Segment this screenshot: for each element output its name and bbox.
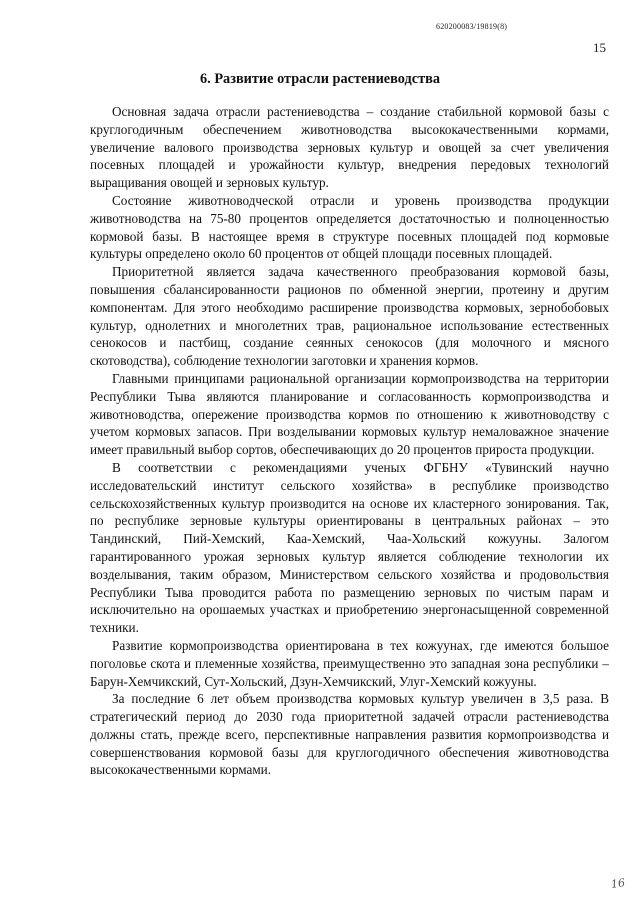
paragraph-fodder-development: Развитие кормопроизводства ориентирована в тех кожуунах, где имеются большое поголовье скота и племенные хозяйства, преимущественно это западная зона республики – Барун-Хемчикский, Сут-Хольский, Дзун-Хемчикский, Улуг-Хемский кожууны. (90, 637, 609, 689)
paragraph-livestock-state: Состояние животноводческой отрасли и уровень производства продукции животноводства на 75-80 процентов определяется достаточностью и полноценностью кормовой базы. В настоящее время в структуре посевных площадей под кормовые культуры определено около 60 процентов от общей площади посевных площадей. (90, 192, 609, 262)
handwritten-page-mark: 16 (610, 876, 626, 891)
paragraph-last-years: За последние 6 лет объем производства кормовых культур увеличен в 3,5 раза. В стратегический период до 2030 года приоритетной задачей отрасли растениеводства должны стать, прежде всего, перспективные направления развития кормопроизводства и совершенствования кормовой базы для круглогодичного обеспечения животноводства высококачественными кормами. (90, 691, 609, 778)
page-number: 15 (593, 40, 606, 55)
document-body (90, 103, 609, 779)
document-code: 620200083/19819(8) (436, 22, 508, 31)
paragraph-priority: Приоритетной является задача качественного преобразования кормовой базы, повышения сбалансированности рационов по обменной энергии, протеину и другим компонентам. Для этого необходимо расширение производства кормовых, зернобобовых культур, однолетних и многолетних трав, рациональное использование естественных сенокосов и пастбищ, создание сеянных сенокосов (для молочного и мясного скотоводства), соблюдение технологии заготовки и хранения кормов. (90, 264, 609, 369)
paragraph-main-task: Основная задача отрасли растениеводства – создание стабильной кормовой базы с круглогодичным обеспечением животноводства высококачественными кормами, увеличение валового производства зерновых культур и овощей за счет увеличения посевных площадей и урожайности культур, внедрения передовых технологий выращивания овощей и зерновых культур. (90, 104, 609, 191)
section-title: 6. Развитие отрасли растениеводства (200, 71, 440, 87)
paragraph-recommendations: В соответствии с рекомендациями ученых ФГБНУ «Тувинский научно исследовательский институт сельского хозяйства» в республике производство сельскохозяйственных культур производится на основе их кластерного зонирования. Так, по республике зерновые культуры ориентированы в центральных районах – это Тандинский, Пий-Хемский, Каа-Хемский, Чаа-Хольский кожууны. Залогом гарантированного урожая зерновых культур является соблюдение технологии их возделывания, таким образом, Министерством сельского хозяйства и продовольствия Республики Тыва проводится работа по размещению зерновых по чистым парам и исключительно на орошаемых участках и приобретению энергонасыщенной современной техники. (90, 459, 609, 636)
paragraph-principles: Главными принципами рациональной организации кормопроизводства на территории Республики Тыва являются планирование и согласованность кормопроизводства и животноводства, опережение производства кормов по отношению к животноводству с учетом кормовых запасов. При возделывании кормовых культур немаловажное значение имеет правильный выбор сортов, обеспечивающих до 20 процентов прироста продукции. (90, 370, 609, 458)
